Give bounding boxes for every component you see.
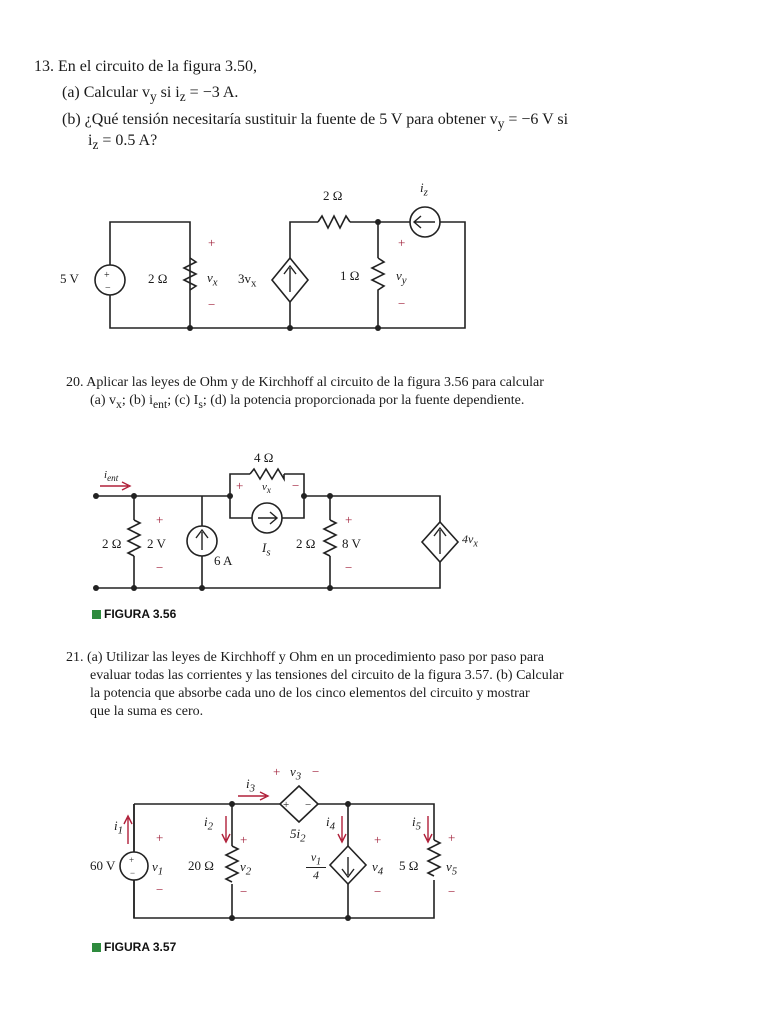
text: = 0.5 A? xyxy=(98,132,158,149)
svg-text:−: − xyxy=(105,283,111,294)
text: I xyxy=(262,540,267,555)
c2-minus-2v: − xyxy=(156,560,164,575)
c3-plus-v2: + xyxy=(240,832,248,847)
c3-dep-i-den: 4 xyxy=(313,868,319,883)
text: (a) Calcular v xyxy=(62,84,150,101)
sub: 5 xyxy=(451,865,458,878)
text: (b) ¿Qué tensión necesitaría sustituir la fuente de 5 V para obtener v xyxy=(62,111,498,128)
text: v xyxy=(152,859,158,874)
sub: 2 xyxy=(245,865,252,878)
sub: y xyxy=(149,89,157,105)
problem-21-line1: 21. (a) Utilizar las leyes de Kirchhoff y Ohm en un procedimiento paso por paso para xyxy=(66,650,544,665)
problem-21-line3: la potencia que absorbe cada uno de los cinco elementos del circuito y mostrar xyxy=(90,686,530,701)
text: si i xyxy=(156,84,180,101)
text: v xyxy=(310,850,317,864)
c2-plus-vx: + xyxy=(236,478,244,493)
sub: z xyxy=(92,137,99,153)
text: v xyxy=(207,270,213,285)
c2-8v: 8 V xyxy=(342,536,361,551)
c3-i3 xyxy=(246,776,255,795)
sub: 4 xyxy=(377,865,384,878)
c2-plus-2v: + xyxy=(156,512,164,527)
sub: x xyxy=(473,538,478,550)
text: i xyxy=(104,469,108,481)
c3-src: 60 V xyxy=(90,858,116,873)
text: v xyxy=(262,481,267,493)
svg-text:−: − xyxy=(305,799,312,811)
c3-v2 xyxy=(240,859,251,878)
text: v xyxy=(240,859,246,874)
sub: 1 xyxy=(117,824,124,837)
sub: 2 xyxy=(300,832,306,845)
sub: z xyxy=(179,89,186,105)
text: i xyxy=(326,814,330,829)
figure-3-57-caption xyxy=(92,940,176,954)
sub: s xyxy=(198,397,203,411)
sub: 1 xyxy=(157,865,164,878)
text: i xyxy=(246,776,250,791)
c3-v1 xyxy=(152,859,163,878)
c3-r5: 5 Ω xyxy=(399,858,419,873)
text: 4v xyxy=(462,532,474,546)
sub: s xyxy=(266,546,271,559)
sub: x xyxy=(212,276,218,289)
c3-plus-v3: + xyxy=(273,764,281,779)
c3-i5 xyxy=(412,814,421,833)
c1-source-label: 5 V xyxy=(60,271,79,286)
sub: 3 xyxy=(295,770,302,783)
problem-21-line4: que la suma es cero. xyxy=(90,704,204,719)
c3-plus-v1: + xyxy=(156,830,164,845)
sub: ent xyxy=(152,397,168,411)
text: v xyxy=(290,764,296,779)
sub: 4 xyxy=(329,820,336,833)
c3-dep-i-num xyxy=(306,850,326,868)
problem-21-line2: evaluar todas las corrientes y las tensiones del circuito de la figura 3.57. (b) Calcular xyxy=(90,668,564,683)
c3-dep-i xyxy=(306,850,326,883)
svg-text:+: + xyxy=(129,855,135,865)
text: ; (b) i xyxy=(121,393,153,408)
sub: 5 xyxy=(415,820,422,833)
c3-r20: 20 Ω xyxy=(188,858,214,873)
c1-minus-2: − xyxy=(398,296,406,311)
sub: z xyxy=(423,186,428,199)
c3-i2 xyxy=(204,814,213,833)
c2-minus-8v: − xyxy=(345,560,353,575)
c3-minus-v2: − xyxy=(240,884,248,899)
c1-plus-2: + xyxy=(398,235,406,250)
c3-i4 xyxy=(326,814,335,833)
c2-plus-8v: + xyxy=(345,512,353,527)
text: v xyxy=(446,859,452,874)
text: i xyxy=(420,180,424,195)
c1-r1-label: 2 Ω xyxy=(148,271,168,286)
sub: ent xyxy=(107,473,119,484)
c2-r2b: 2 Ω xyxy=(296,536,316,551)
problem-20-line1: 20. Aplicar las leyes de Ohm y de Kirchhoff al circuito de la figura 3.56 para calcular xyxy=(66,375,544,390)
c3-plus-v5: + xyxy=(448,830,456,845)
c3-minus-v3: − xyxy=(312,764,320,779)
c2-2v: 2 V xyxy=(147,536,166,551)
sub: 1 xyxy=(316,856,322,868)
sub: x xyxy=(251,277,257,290)
sub: 2 xyxy=(207,820,214,833)
text: (a) v xyxy=(90,393,117,408)
text: FIGURA 3.57 xyxy=(104,940,177,954)
c1-rtop-label: 2 Ω xyxy=(323,188,343,203)
c3-minus-v1: − xyxy=(156,882,164,897)
problem-13-title: 13. En el circuito de la figura 3.50, xyxy=(34,58,258,75)
c3-plus-v4: + xyxy=(374,832,382,847)
sub: y xyxy=(401,274,407,287)
sub: x xyxy=(116,397,122,411)
text: ; (d) la potencia proporcionada por la fuente dependiente. xyxy=(202,393,525,408)
c2-r4: 4 Ω xyxy=(254,450,274,465)
text: = −3 A. xyxy=(185,84,239,101)
sub: x xyxy=(266,485,271,496)
c2-minus-vx: − xyxy=(292,478,300,493)
c3-v3 xyxy=(290,764,301,783)
svg-text:−: − xyxy=(130,868,136,878)
text: ; (c) I xyxy=(167,393,199,408)
text: i xyxy=(114,818,118,833)
c3-v4 xyxy=(372,859,383,878)
text: v xyxy=(372,859,378,874)
sub: y xyxy=(497,116,505,132)
c1-plus: + xyxy=(208,235,216,250)
text: FIGURA 3.56 xyxy=(104,607,177,621)
c3-i1 xyxy=(114,818,123,837)
svg-text:+: + xyxy=(283,799,290,811)
sub: 3 xyxy=(249,782,256,795)
c3-dep-v xyxy=(290,826,306,845)
c3-minus-v4: − xyxy=(374,884,382,899)
text: i xyxy=(412,814,416,829)
text: 5i xyxy=(290,826,301,841)
c3-v5 xyxy=(446,859,457,878)
c1-minus: − xyxy=(208,297,216,312)
text: i xyxy=(204,814,208,829)
caption-marker-icon xyxy=(92,943,101,952)
c2-r2a: 2 Ω xyxy=(102,536,122,551)
text: v xyxy=(396,268,402,283)
c1-r2-label: 1 Ω xyxy=(340,268,360,283)
c2-6a: 6 A xyxy=(214,553,233,568)
text: i xyxy=(88,132,93,149)
text: 3v xyxy=(238,271,251,286)
svg-text:+: + xyxy=(104,270,110,281)
text: = −6 V si xyxy=(504,111,569,128)
c3-minus-v5: − xyxy=(448,884,456,899)
